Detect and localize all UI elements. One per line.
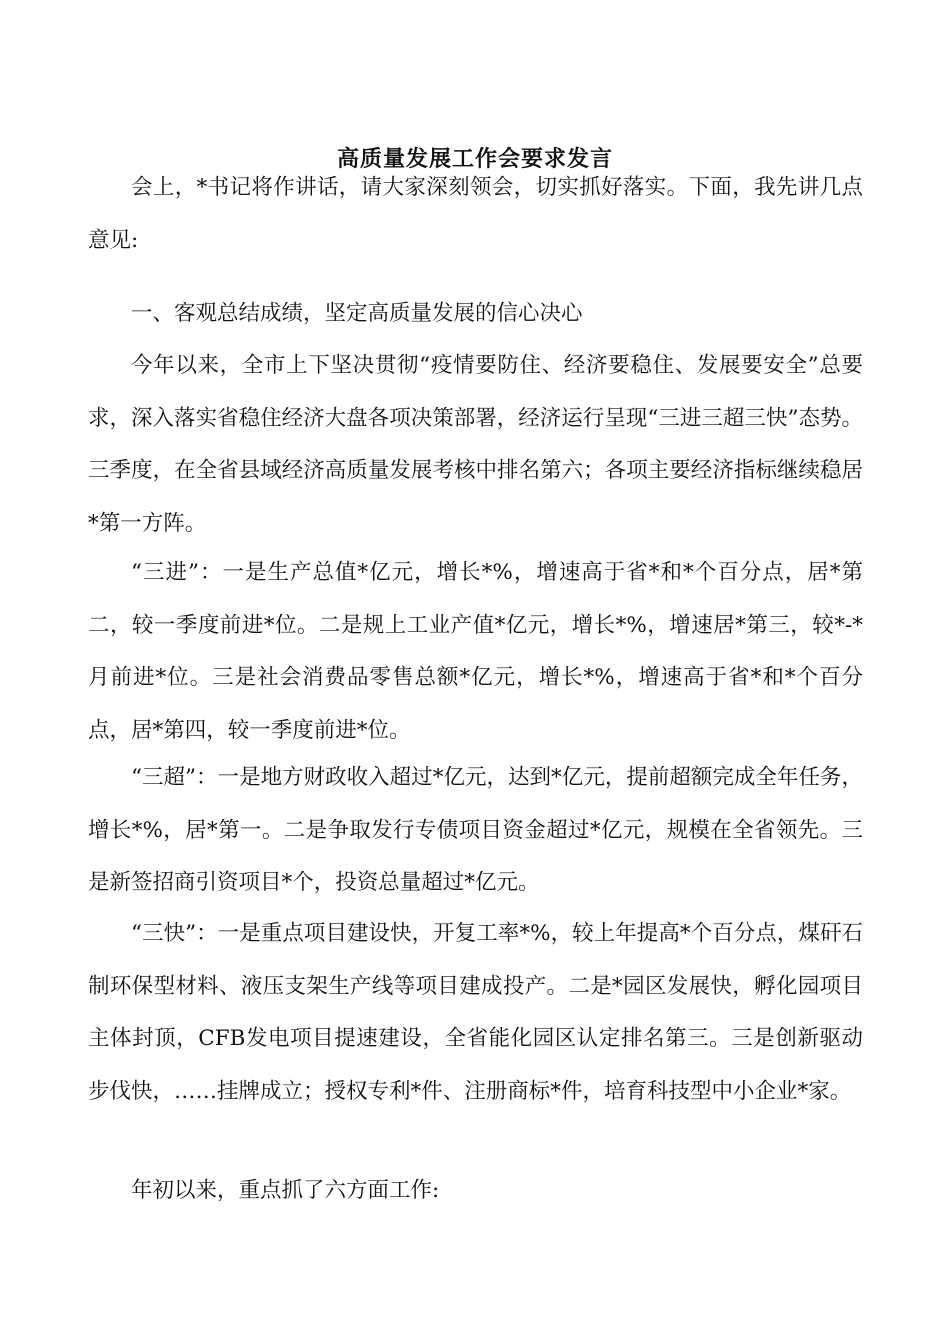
paragraph-opening: 会上，*书记将作讲话，请大家深刻领会，切实抓好落实。下面，我先讲几点意见: [88,175,863,253]
paragraph-six-aspects: 年初以来，重点抓了六方面工作: [131,1178,440,1203]
paragraph-san-kuai: “三快”：一是重点项目建设快，开复工率*%，较上年提高*个百分点，煤矸石制环保型材料、液压支架生产线等项目建成投产。二是*园区发展快，孵化园项目主体封顶，CFB发电项目提速建设，全省能化园区认定排名第三。三是创新驱动步伐快，……挂牌成立；授权专利*件、注册商标*件，培育科技型中小企业*家。 [88,921,863,1104]
paragraph-san-chao: “三超”：一是地方财政收入超过*亿元，达到*亿元，提前超额完成全年任务，增长*%，居*第一。二是争取发行专债项目资金超过*亿元，规模在全省领先。三是新签招商引资项目*个，投资总量超过*亿元。 [88,765,863,895]
section-heading-1: 一、客观总结成绩，坚定高质量发展的信心决心 [131,301,583,326]
document-title: 高质量发展工作会要求发言 [336,146,613,172]
paragraph-san-jin: “三进”：一是生产总值*亿元，增长*%，增速高于省*和*个百分点，居*第二，较一季度前进*位。二是规上工业产值*亿元，增长*%，增速居*第三，较*-*月前进*位。三是社会消费品零售总额*亿元，增长*%，增速高于省*和*个百分点，居*第四，较一季度前进*位。 [88,560,863,743]
paragraph-overview: 今年以来，全市上下坚决贯彻“疫情要防住、经济要稳住、发展要安全”总要求，深入落实省稳住经济大盘各项决策部署，经济运行呈现“三进三超三快”态势。三季度，在全省县域经济高质量发展考核中排名第六；各项主要经济指标继续稳居*第一方阵。 [88,353,863,536]
